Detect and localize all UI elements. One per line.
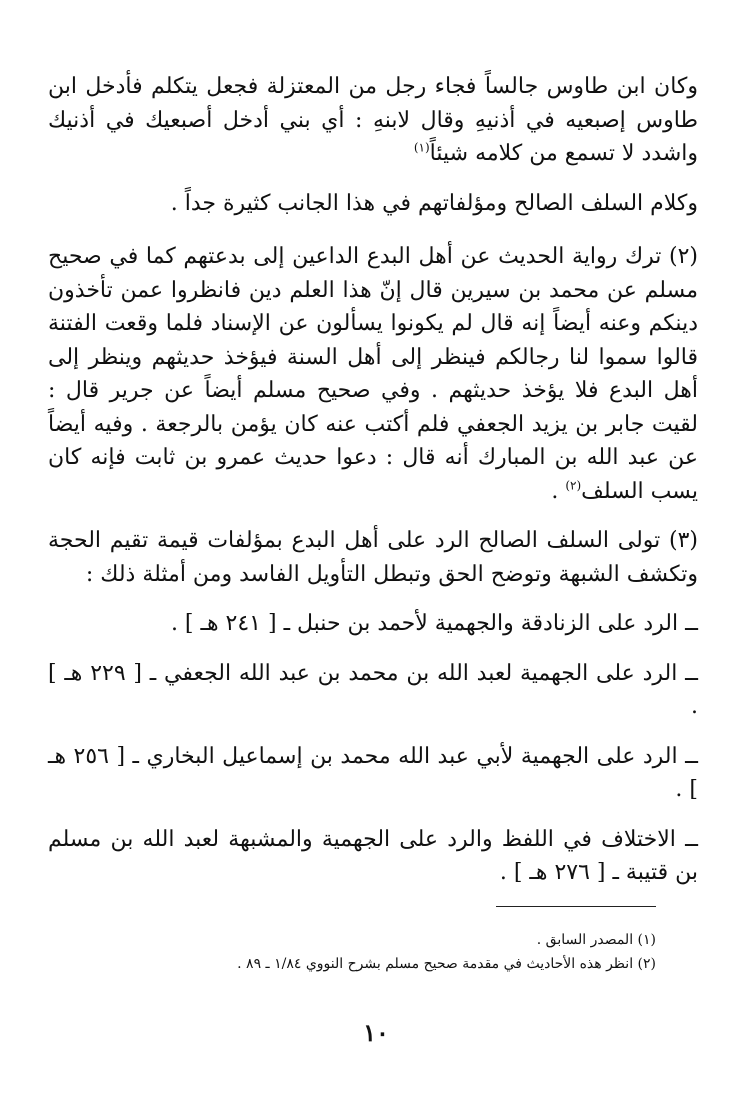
footnote-ref-1: (١)	[413, 140, 430, 155]
list-item: ــ الاختلاف في اللفظ والرد على الجهمية والمشبهة لعبد الله بن مسلم بن قتيبة ـ [ ٢٧٦ هـ ] .	[48, 826, 698, 885]
main-text	[48, 70, 698, 890]
footnotes	[56, 928, 656, 976]
paragraph-text: (٢) ترك رواية الحديث عن أهل البدع الداعين إلى بدعتهم كما في صحيح مسلم عن محمد بن سيرين قال إنّ هذا العلم دين فانظروا عمن تأخذون دينكم وعنه أيضاً إنه قال لم يكونوا يسألون عن الإسناد فلما وقعت الفتنة قالوا سموا لنا رجالكم فينظر إلى أهل السنة فيؤخذ حديثهم وينظر إلى أهل البدع فلا يؤخذ حديثهم . وفي صحيح مسلم أيضاً عن جرير قال : لقيت جابر بن يزيد الجعفي فلم أكتب عنه كان يؤمن بالرجعة . وفيه أيضاً عن عبد الله بن المبارك أنه قال : دعوا حديث عمرو بن ثابت فإنه كان يسب السلف	[48, 244, 698, 504]
paragraph-end: .	[551, 478, 566, 504]
page-number: ١٠	[363, 1018, 389, 1047]
paragraph-hadith-narration	[48, 240, 698, 508]
paragraph-ibn-tawus	[48, 70, 698, 171]
footnote-ref-2: (٢)	[565, 478, 582, 493]
footnote-2: (٢) انظر هذه الأحاديث في مقدمة صحيح مسلم بشرح النووي ١/٨٤ ـ ٨٩ .	[237, 956, 656, 972]
footnote-1: (١) المصدر السابق .	[536, 932, 656, 948]
list-item: ــ الرد على الزنادقة والجهمية لأحمد بن حنبل ـ [ ٢٤١ هـ ] .	[170, 611, 698, 636]
footnote-divider	[496, 906, 656, 907]
paragraph-refutation-books: (٣) تولى السلف الصالح الرد على أهل البدع بمؤلفات قيمة تقيم الحجة وتكشف الشبهة وتوضح الحق وتبطل التأويل الفاسد ومن أمثلة ذلك :	[48, 528, 698, 587]
list-item: ــ الرد على الجهمية لعبد الله بن محمد بن عبد الله الجعفي ـ [ ٢٢٩ هـ ] .	[48, 660, 698, 719]
list-item: ــ الرد على الجهمية لأبي عبد الله محمد بن إسماعيل البخاري ـ [ ٢٥٦ هـ ] .	[48, 743, 698, 802]
paragraph-text: وكان ابن طاوس جالساً فجاء رجل من المعتزلة فجعل يتكلم فأدخل ابن طاوس إصبعيه في أذنيهِ وقال لابنهِ : أي بني أدخل أصبعيك في أذنيك واشدد لا تسمع من كلامه شيئاً	[48, 74, 698, 166]
paragraph-salaf-writings: وكلام السلف الصالح ومؤلفاتهم في هذا الجانب كثيرة جداً .	[170, 190, 698, 216]
